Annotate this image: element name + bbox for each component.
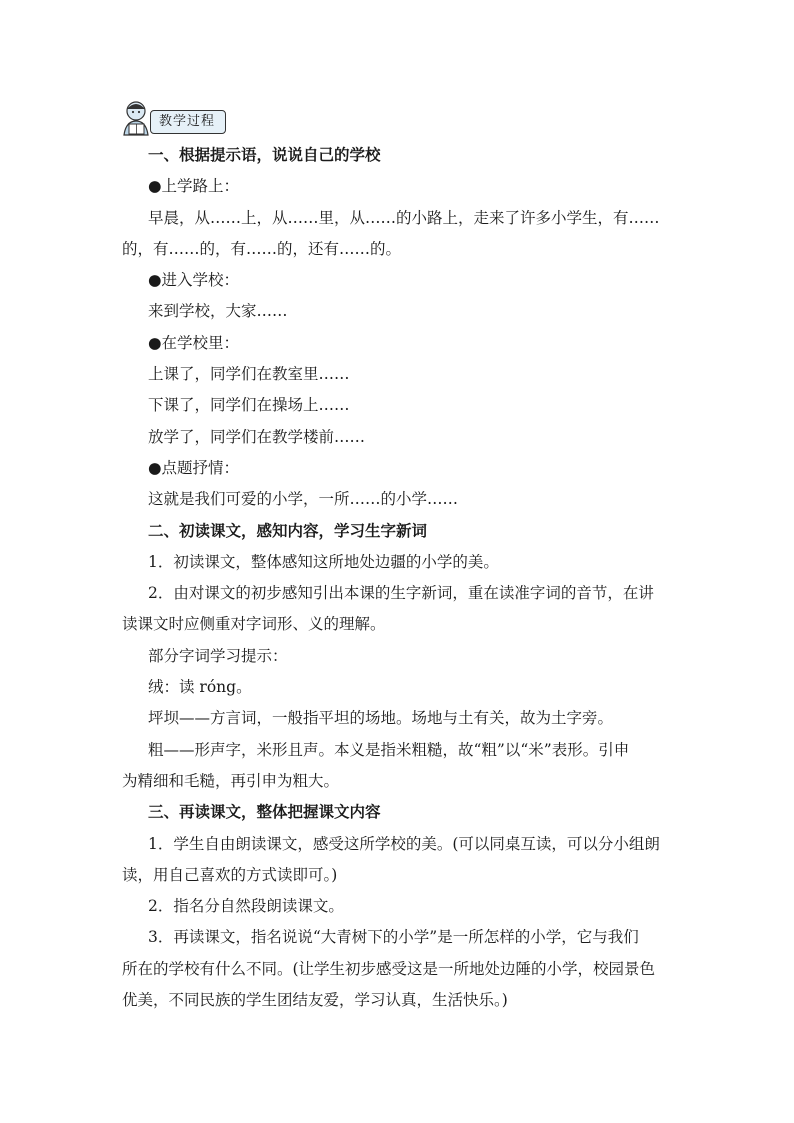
paragraph-line: 3．再读课文，指名说说“大青树下的小学”是一所怎样的小学，它与我们 [148, 928, 639, 947]
paragraph-line: 所在的学校有什么不同。(让学生初步感受这是一所地处边陲的小学，校园景色 [122, 959, 656, 978]
bullet-heading: ●进入学校： [148, 271, 240, 290]
section-heading-3: 三、再读课文，整体把握课文内容 [148, 803, 381, 822]
paragraph-line: 放学了，同学们在教学楼前…… [148, 427, 366, 446]
paragraph-line: 的，有……的，有……的，还有……的。 [122, 239, 402, 258]
paragraph-line: 绒：读 róng。 [148, 678, 252, 697]
paragraph-line: 粗——形声字，米形且声。本义是指米粗糙，故“粗”以“米”表形。引申 [148, 740, 630, 759]
paragraph-line: 早晨，从……上，从……里，从……的小路上，走来了许多小学生，有…… [148, 208, 660, 227]
section-badge: 教学过程 [150, 110, 226, 134]
paragraph-line: 下课了，同学们在操场上…… [148, 396, 350, 415]
paragraph-line: 2．指名分自然段朗读课文。 [148, 897, 344, 916]
document-body [122, 140, 682, 1016]
paragraph-line: 上课了，同学们在教室里…… [148, 365, 350, 384]
paragraph-line: 优美，不同民族的学生团结友爱，学习认真，生活快乐。) [122, 991, 508, 1010]
paragraph-line: 读课文时应侧重对字词形、义的理解。 [122, 615, 386, 634]
paragraph-line: 1．学生自由朗读课文，感受这所学校的美。(可以同桌互读，可以分小组朗 [148, 834, 660, 853]
paragraph-line: 读，用自己喜欢的方式读即可。) [122, 865, 338, 884]
bullet-heading: ●在学校里： [148, 333, 240, 352]
paragraph-line: 坪坝——方言词，一般指平坦的场地。场地与土有关，故为土字旁。 [148, 709, 614, 728]
paragraph-line: 1．初读课文，整体感知这所地处边疆的小学的美。 [148, 552, 499, 571]
paragraph-line: 来到学校，大家…… [148, 302, 288, 321]
bullet-heading: ●点题抒情： [148, 458, 240, 477]
section-heading-2: 二、初读课文，感知内容，学习生字新词 [148, 521, 428, 540]
paragraph-line: 2．由对课文的初步感知引出本课的生字新词，重在读准字词的音节，在讲 [148, 584, 654, 603]
paragraph-line: 这就是我们可爱的小学，一所……的小学…… [148, 490, 459, 509]
paragraph-line: 部分字词学习提示： [148, 646, 288, 665]
bullet-heading: ●上学路上： [148, 177, 240, 196]
paragraph-line: 为精细和毛糙，再引申为粗大。 [122, 771, 340, 790]
section-heading-1: 一、根据提示语，说说自己的学校 [148, 146, 381, 164]
